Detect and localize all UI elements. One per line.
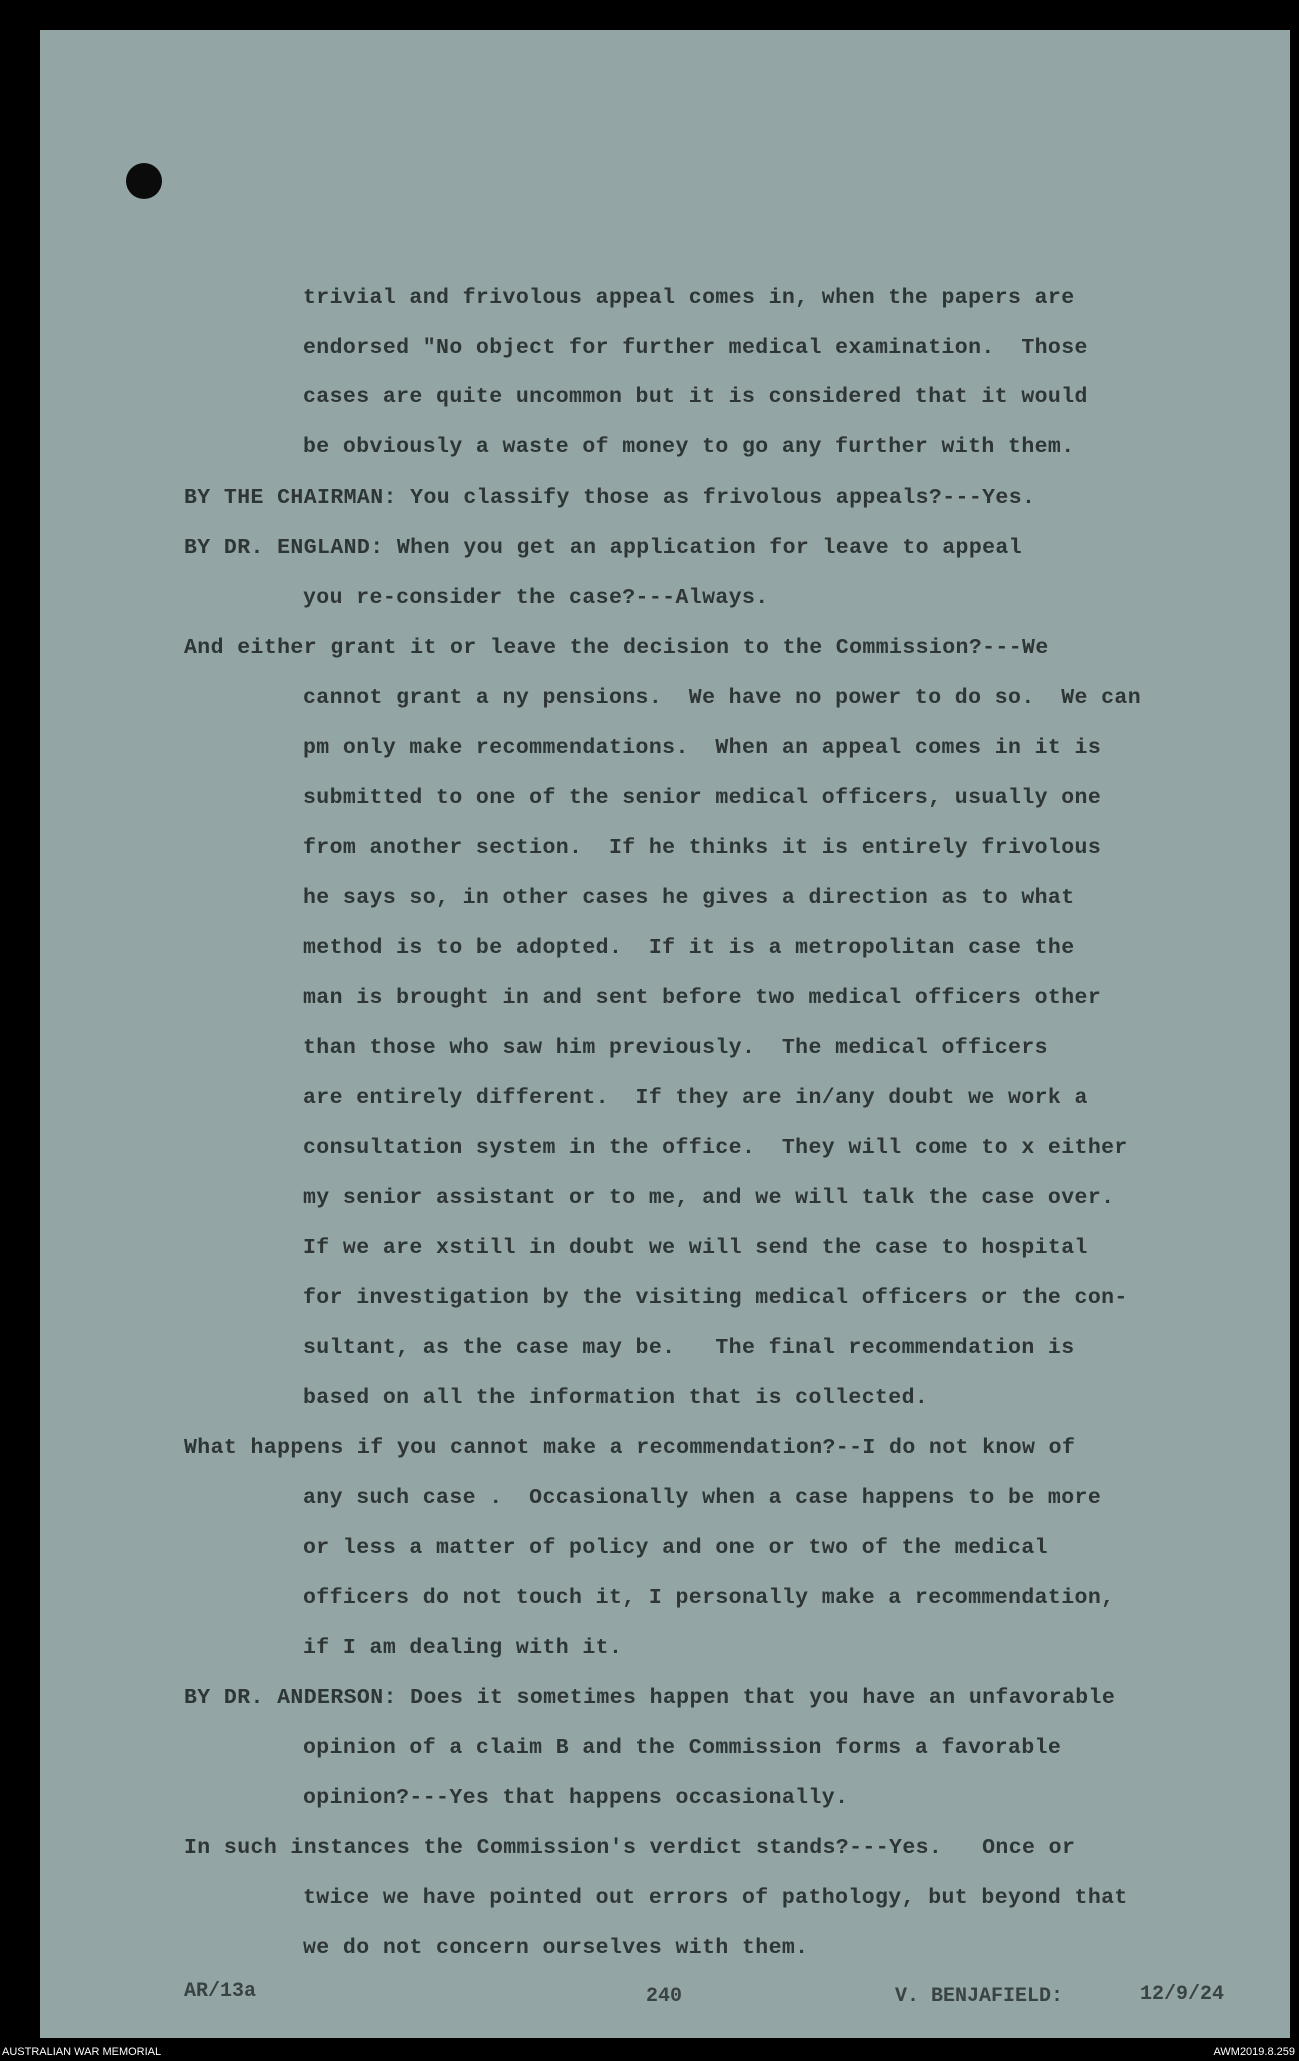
archive-caption-left: AUSTRALIAN WAR MEMORIAL (2, 2046, 162, 2058)
question-line: And either grant it or leave the decision to the Commission?---We (184, 636, 1049, 660)
text-line: if I am dealing with it. (303, 1636, 623, 1660)
text-line: he says so, in other cases he gives a direction as to what (303, 886, 1075, 910)
text-line: opinion of a claim B and the Commission forms a favorable (303, 1736, 1062, 1760)
text-line: are entirely different. If they are in/any doubt we work a (303, 1086, 1088, 1110)
question-line: In such instances the Commission's verdict stands?---Yes. Once or (184, 1836, 1076, 1860)
text-line: cannot grant a ny pensions. We have no power to do so. We can (303, 686, 1142, 710)
text-line: any such case . Occasionally when a case happens to be more (303, 1486, 1102, 1510)
text-line: or less a matter of policy and one or two of the medical (303, 1536, 1048, 1560)
text-line: officers do not touch it, I personally make a recommendation, (303, 1586, 1115, 1610)
text-line: you re-consider the case?---Always. (303, 586, 769, 610)
text-line: man is brought in and sent before two medical officers other (303, 986, 1102, 1010)
speaker-line: BY THE CHAIRMAN: You classify those as frivolous appeals?---Yes. (184, 486, 1036, 510)
question-line: What happens if you cannot make a recommendation?--I do not know of (184, 1436, 1076, 1460)
text-line: cases are quite uncommon but it is considered that it would (303, 385, 1088, 409)
text-line: consultation system in the office. They will come to x either (303, 1136, 1128, 1160)
page-number: 240 (646, 1985, 683, 2008)
text-line: If we are xstill in doubt we will send the case to hospital (303, 1236, 1088, 1260)
text-line: submitted to one of the senior medical officers, usually one (303, 786, 1102, 810)
footer-reference: AR/13a (184, 1980, 257, 2003)
text-line: sultant, as the case may be. The final recommendation is (303, 1336, 1075, 1360)
text-line: trivial and frivolous appeal comes in, when the papers are (303, 286, 1075, 310)
speaker-line: BY DR. ENGLAND: When you get an application for leave to appeal (184, 536, 1023, 560)
text-line: we do not concern ourselves with them. (303, 1936, 809, 1960)
archive-caption-right: AWM2019.8.259 (1213, 2046, 1295, 2058)
text-line: from another section. If he thinks it is entirely frivolous (303, 836, 1102, 860)
text-line: for investigation by the visiting medical officers or the con- (303, 1286, 1128, 1310)
footer-date: 12/9/24 (1140, 1983, 1225, 2006)
text-line: endorsed "No object for further medical examination. Those (303, 336, 1088, 360)
text-line: method is to be adopted. If it is a metropolitan case the (303, 936, 1075, 960)
text-line: based on all the information that is collected. (303, 1386, 929, 1410)
text-line: twice we have pointed out errors of pathology, but beyond that (303, 1886, 1128, 1910)
text-line: my senior assistant or to me, and we will talk the case over. (303, 1186, 1115, 1210)
text-line: be obviously a waste of money to go any further with them. (303, 435, 1075, 459)
footer-signature: V. BENJAFIELD: (895, 1985, 1064, 2008)
text-line: opinion?---Yes that happens occasionally. (303, 1786, 849, 1810)
punch-hole (126, 163, 162, 199)
text-line: than those who saw him previously. The medical officers (303, 1036, 1048, 1060)
text-line: pm only make recommendations. When an appeal comes in it is (303, 736, 1102, 760)
speaker-line: BY DR. ANDERSON: Does it sometimes happen that you have an unfavorable (184, 1686, 1116, 1710)
